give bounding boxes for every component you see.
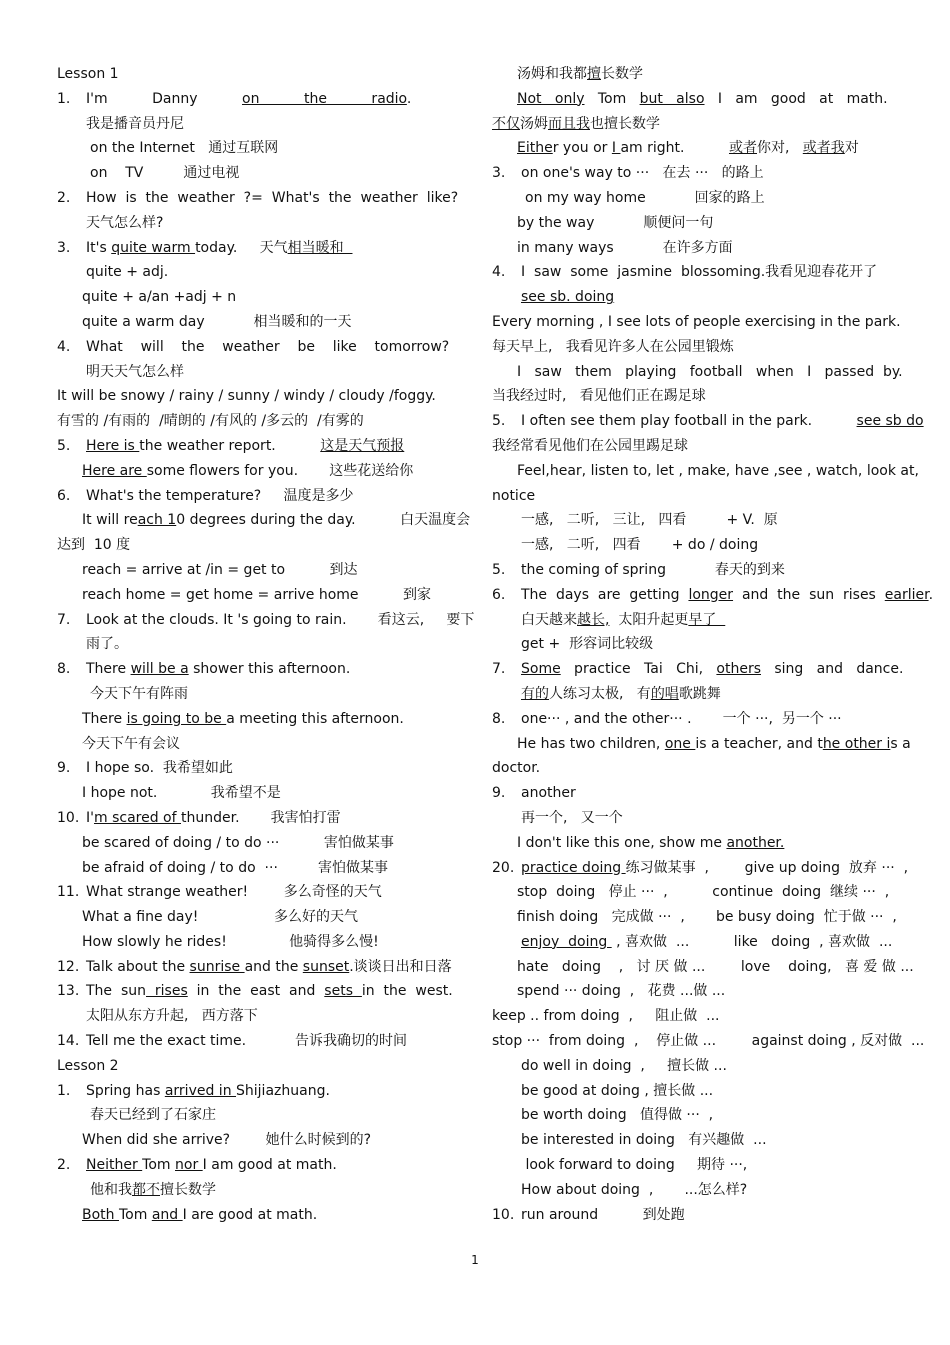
right-column-line — [492, 905, 897, 930]
left-column-line — [57, 756, 457, 781]
right-column-line — [492, 384, 894, 409]
item-number: 13. — [57, 983, 80, 1000]
left-column-line — [57, 434, 457, 459]
page-number: 1 — [471, 1253, 479, 1267]
line-text: Neither Tom nor I am good at math. — [86, 1157, 337, 1174]
right-column-line — [492, 831, 894, 856]
right-column-line — [492, 484, 894, 509]
line-text: be interested in doing 有兴趣做 ... — [521, 1132, 767, 1149]
left-column-line — [57, 260, 457, 285]
left-column-line — [57, 360, 457, 385]
left-column-line — [57, 409, 457, 434]
item-number: 4. — [57, 338, 71, 355]
right-column-line — [492, 682, 894, 707]
left-column-line — [57, 781, 457, 806]
line-text: stop doing 停止 ··· , continue doing 继续 ··· , — [517, 884, 890, 901]
right-column-line — [492, 781, 894, 806]
line-text: on my way home 回家的路上 — [525, 189, 765, 206]
left-column-line — [57, 112, 457, 137]
line-text: get + 形容词比较级 — [521, 636, 654, 653]
right-column-line — [492, 360, 903, 385]
line-text: What's the temperature? 温度是多少 — [86, 487, 354, 504]
line-text: quite + adj. — [86, 264, 169, 281]
line-text: by the way 顺便问一句 — [517, 214, 714, 231]
right-column-line — [492, 186, 894, 211]
item-number: 6. — [492, 586, 506, 603]
left-column-line — [57, 608, 475, 633]
left-column-line — [57, 979, 457, 1004]
line-text: There is going to be a meeting this afternoon. — [82, 710, 404, 727]
line-text: 不仅汤姆而且我也擅长数学 — [492, 115, 660, 132]
line-text: in many ways 在许多方面 — [517, 239, 733, 256]
right-column — [492, 62, 934, 1227]
left-column-line — [57, 1079, 457, 1104]
line-text: 每天早上, 我看见许多人在公园里锻炼 — [492, 338, 734, 355]
line-text: enjoy doing , 喜欢做 ... like doing , 喜欢做 ... — [521, 933, 893, 950]
left-column-line — [57, 856, 457, 881]
line-text: be scared of doing / to do ··· 害怕做某事 — [82, 834, 394, 851]
right-column-line — [492, 1153, 894, 1178]
right-column-line — [492, 533, 894, 558]
line-text: one··· , and the other··· . 一个 ···, 另一个 ··· — [521, 710, 842, 727]
line-text: What a fine day! 多么好的天气 — [82, 909, 359, 926]
left-column-line — [57, 87, 457, 112]
left-column-line — [57, 1103, 457, 1128]
line-text: do well in doing , 擅长做 ... — [521, 1057, 727, 1074]
item-number: 12. — [57, 958, 80, 975]
line-text: Not only Tom but also I am good at math. — [517, 90, 888, 107]
line-text: I hope not. 我希望不是 — [82, 785, 281, 802]
right-column-line — [492, 260, 894, 285]
right-column-line — [492, 806, 894, 831]
right-column-line — [492, 707, 894, 732]
left-column-line — [57, 62, 457, 87]
line-text: He has two children, one is a teacher, and the other is a — [517, 735, 911, 752]
line-text: Here is the weather report. 这是天气预报 — [86, 437, 405, 454]
item-number: 7. — [57, 611, 71, 628]
line-text: be worth doing 值得做 ··· , — [521, 1107, 714, 1124]
right-column-line — [492, 955, 914, 980]
left-column-line — [57, 484, 457, 509]
item-number: 5. — [57, 437, 71, 454]
line-text: on TV 通过电视 — [90, 165, 240, 182]
left-column-line — [57, 310, 457, 335]
line-text: Both Tom and I are good at math. — [82, 1206, 318, 1223]
line-text: keep .. from doing , 阻止做 ... — [492, 1008, 720, 1025]
right-column-line — [492, 1029, 925, 1054]
left-column-line — [57, 682, 457, 707]
right-column-line — [492, 583, 934, 608]
line-text: 春天已经到了石家庄 — [90, 1107, 216, 1124]
line-text: Tell me the exact time. 告诉我确切的时间 — [86, 1033, 408, 1050]
line-text: hate doing , 讨 厌 做 ... love doing, 喜 爱 做 ... — [517, 958, 914, 975]
right-column-line — [492, 1004, 894, 1029]
line-text: I hope so. 我希望如此 — [86, 760, 233, 777]
left-column-line — [57, 236, 457, 261]
right-column-line — [492, 608, 894, 633]
line-text: 今天下午有阵雨 — [90, 685, 188, 702]
right-column-line — [492, 335, 894, 360]
item-number: 4. — [492, 264, 506, 281]
right-column-line — [492, 236, 894, 261]
line-text: 太阳从东方升起, 西方落下 — [86, 1008, 258, 1025]
right-column-line — [492, 1079, 894, 1104]
left-column-line — [57, 955, 457, 980]
line-text: another — [521, 785, 576, 802]
left-column-line — [57, 905, 457, 930]
item-number: 3. — [57, 239, 71, 256]
left-column-line — [57, 384, 457, 409]
line-text: 白天越来越长, 太阳升起更早了 — [521, 611, 726, 628]
right-column-line — [492, 856, 909, 881]
line-text: 一感, 二听, 三让, 四看 + V. 原 — [521, 512, 778, 529]
right-column-line — [492, 1128, 894, 1153]
line-text: Here are some flowers for you. 这些花送给你 — [82, 462, 414, 479]
line-text: 有雪的 /有雨的 /晴朗的 /有风的 /多云的 /有雾的 — [57, 413, 364, 430]
line-text: The days are getting longer and the sun rises earlier. — [521, 586, 934, 603]
item-number: 20. — [492, 859, 515, 876]
item-number: 8. — [57, 661, 71, 678]
line-text: quite a warm day 相当暖和的一天 — [82, 313, 352, 330]
line-text: 当我经过时, 看见他们正在踢足球 — [492, 388, 706, 405]
left-column-line — [57, 1153, 457, 1178]
right-column-line — [492, 459, 919, 484]
item-number: 2. — [57, 1157, 71, 1174]
line-text: reach home = get home = arrive home 到家 — [82, 586, 432, 603]
left-column-line — [57, 1004, 457, 1029]
right-column-line — [492, 756, 894, 781]
left-column-line — [57, 335, 457, 360]
left-column-line — [57, 1054, 457, 1079]
left-column-line — [57, 211, 457, 236]
item-number: 8. — [492, 710, 506, 727]
line-text: quite + a/an +adj + n — [82, 289, 237, 306]
left-column-line — [57, 459, 457, 484]
item-number: 2. — [57, 189, 71, 206]
line-text: 他和我都不擅长数学 — [90, 1181, 216, 1198]
left-column-line — [57, 161, 457, 186]
line-text: The sun rises in the east and sets in the west. — [86, 983, 453, 1000]
left-column-line — [57, 583, 457, 608]
item-number: 10. — [492, 1206, 515, 1223]
line-text: run around 到处跑 — [521, 1206, 685, 1223]
line-text: see sb. doing — [521, 289, 615, 306]
line-text: notice — [492, 487, 536, 504]
right-column-line — [492, 657, 904, 682]
item-number: 5. — [492, 413, 506, 430]
right-column-line — [492, 880, 894, 905]
item-number: 9. — [492, 785, 506, 802]
right-column-line — [492, 409, 924, 434]
line-text: reach = arrive at /in = get to 到达 — [82, 561, 358, 578]
left-column — [57, 62, 475, 1227]
right-column-line — [492, 632, 894, 657]
line-text: 我是播音员丹尼 — [86, 115, 184, 132]
line-text: When did she arrive? 她什么时候到的? — [82, 1132, 372, 1149]
right-column-line — [492, 1054, 894, 1079]
line-text: How about doing , ...怎么样? — [521, 1181, 748, 1198]
line-text: doctor. — [492, 760, 541, 777]
left-column-line — [57, 930, 457, 955]
line-text: I'm Danny on the radio. — [86, 90, 412, 107]
item-number: 9. — [57, 760, 71, 777]
right-column-line — [492, 136, 894, 161]
line-text: How is the weather ?= What's the weather like? — [86, 189, 459, 206]
right-column-line — [492, 310, 901, 335]
item-number: 14. — [57, 1033, 80, 1050]
line-text: Every morning , I see lots of people exercising in the park. — [492, 313, 901, 330]
left-column-line — [57, 285, 457, 310]
left-column-line — [57, 831, 457, 856]
right-column-line — [492, 1178, 894, 1203]
line-text: Some practice Tai Chi, others sing and dance. — [521, 661, 904, 678]
line-text: 一感, 二听, 四看 + do / doing — [521, 537, 759, 554]
item-number: 1. — [57, 90, 71, 107]
right-column-line — [492, 1203, 894, 1228]
right-column-line — [492, 62, 894, 87]
item-number: 6. — [57, 487, 71, 504]
line-text: What will the weather be like tomorrow? — [86, 338, 450, 355]
left-column-line — [57, 136, 457, 161]
line-text: I saw some jasmine blossoming.我看见迎春花开了 — [521, 264, 878, 281]
right-column-line — [492, 558, 894, 583]
line-text: I saw them playing football when I passed by. — [517, 363, 903, 380]
line-text: Either you or I am right. 或者你对, 或者我对 — [517, 140, 859, 157]
line-text: I'm scared of thunder. 我害怕打雷 — [86, 809, 341, 826]
right-column-line — [492, 1103, 894, 1128]
line-text: It will reach 10 degrees during the day. 白天温度会 — [82, 512, 471, 529]
item-number: 7. — [492, 661, 506, 678]
left-column-line — [57, 880, 457, 905]
right-column-line — [492, 112, 894, 137]
left-column-line — [57, 508, 471, 533]
right-column-line — [492, 161, 894, 186]
left-column-line — [57, 1178, 457, 1203]
item-number: 1. — [57, 1082, 71, 1099]
left-column-line — [57, 657, 457, 682]
item-number: 11. — [57, 884, 80, 901]
left-column-line — [57, 806, 457, 831]
right-column-line — [492, 732, 911, 757]
line-text: 天气怎么样? — [86, 214, 164, 231]
line-text: on the Internet 通过互联网 — [90, 140, 279, 157]
line-text: finish doing 完成做 ··· , be busy doing 忙于做 ··· , — [517, 909, 897, 926]
line-text: 今天下午有会议 — [82, 735, 180, 752]
left-column-line — [57, 1029, 457, 1054]
right-column-line — [492, 434, 894, 459]
line-text: It will be snowy / rainy / sunny / windy / cloudy /foggy. — [57, 388, 436, 405]
right-column-line — [492, 508, 894, 533]
line-text: How slowly he rides! 他骑得多么慢! — [82, 933, 379, 950]
line-text: I don't like this one, show me another. — [517, 834, 785, 851]
line-text: on one's way to ··· 在去 ··· 的路上 — [521, 165, 764, 182]
line-text: I often see them play football in the park. see sb do — [521, 413, 924, 430]
line-text: Lesson 2 — [57, 1057, 119, 1074]
line-text: Talk about the sunrise and the sunset.谈谈日出和日落 — [86, 958, 452, 975]
line-text: spend ··· doing , 花费 ...做 ... — [517, 983, 726, 1000]
left-column-line — [57, 732, 457, 757]
line-text: 雨了。 — [86, 636, 128, 653]
line-text: Spring has arrived in Shijiazhuang. — [86, 1082, 330, 1099]
item-number: 10. — [57, 809, 80, 826]
right-column-line — [492, 211, 894, 236]
item-number: 3. — [492, 165, 506, 182]
left-column-line — [57, 632, 457, 657]
left-column-line — [57, 707, 457, 732]
left-column-line — [57, 533, 457, 558]
line-text: 明天天气怎么样 — [86, 363, 184, 380]
left-column-line — [57, 186, 457, 211]
left-column-line — [57, 1128, 457, 1153]
line-text: 我经常看见他们在公园里踢足球 — [492, 437, 688, 454]
line-text: the coming of spring 春天的到来 — [521, 561, 785, 578]
line-text: 有的人练习太极, 有的唱歌跳舞 — [521, 685, 721, 702]
right-column-line — [492, 930, 894, 955]
line-text: Feel,hear, listen to, let , make, have ,see , watch, look at, — [517, 462, 919, 479]
left-column-line — [57, 1203, 457, 1228]
line-text: practice doing 练习做某事 , give up doing 放弃 ··· , — [521, 859, 909, 876]
line-text: look forward to doing 期待 ···, — [521, 1157, 748, 1174]
right-column-line — [492, 87, 894, 112]
item-number: 5. — [492, 561, 506, 578]
right-column-line — [492, 979, 894, 1004]
line-text: 达到 10 度 — [57, 537, 131, 554]
right-column-line — [492, 285, 894, 310]
line-text: What strange weather! 多么奇怪的天气 — [86, 884, 382, 901]
line-text: Look at the clouds. It 's going to rain. 看这云, 要下 — [86, 611, 475, 628]
line-text: Lesson 1 — [57, 66, 119, 82]
line-text: stop ··· from doing , 停止做 ... against doing , 反对做 ... — [492, 1033, 925, 1050]
left-column-line — [57, 558, 457, 583]
line-text: be good at doing , 擅长做 ... — [521, 1082, 714, 1099]
line-text: There will be a shower this afternoon. — [86, 661, 351, 678]
line-text: 汤姆和我都擅长数学 — [517, 66, 643, 82]
line-text: It's quite warm today. 天气相当暖和 — [86, 239, 353, 256]
line-text: be afraid of doing / to do ··· 害怕做某事 — [82, 859, 388, 876]
line-text: 再一个, 又一个 — [521, 809, 623, 826]
